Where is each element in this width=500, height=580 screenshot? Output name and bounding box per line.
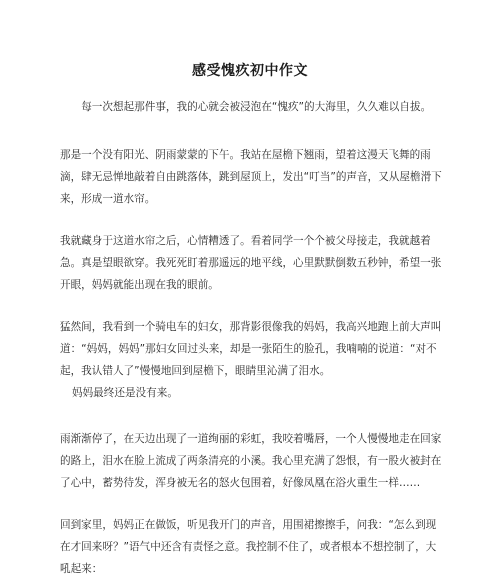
paragraph-7: 回到家里，妈妈正在做饭，听见我开门的声音，用围裙擦擦手，问我：“怎么到现在才回来呀？”语气中还含有责怪之意。我控制不住了，或者根本不想控制了，大吼起来： — [60, 519, 437, 575]
paragraph-3: 我就藏身于这道水帘之后，心情糟透了。看着同学一个个被父母接走，我就越着急。真是望眼欲穿。我死死盯着那遥远的地平线，心里默默倒数五秒钟，希望一张开眼，妈妈就能出现在我的眼前。 — [60, 235, 442, 291]
paragraph-2: 那是一个没有阳光、阴雨蒙蒙的下午。我站在屋檐下翘雨，望着这漫天飞舞的雨滴，肆无忌惮地敲着自由跳落体，跳到屋顶上，发出“叮当”的声音，又从屋檐滑下来，形成一道水帘。 — [60, 149, 442, 205]
paragraph-6: 雨渐渐停了，在天边出现了一道绚丽的彩虹，我咬着嘴唇，一个人慢慢地走在回家的路上，泪水在脸上流成了两条清亮的小溪。我心里充满了怨恨，有一股火被封在了心中，蓄势待发，浑身被无名的怒火包围着，好像凤凰在浴火重生一样…… — [60, 433, 442, 489]
article-title: 感受愧疚初中作文 — [192, 63, 308, 79]
paragraph-5: 妈妈最终还是没有来。 — [72, 387, 178, 399]
paragraph-4: 猛然间，我看到一个骑电车的妇女，那背影很像我的妈妈，我高兴地跑上前大声叫道：“妈妈，妈妈”那妇女回过头来，却是一张陌生的脸孔，我喃喃的说道：“对不起，我认错人了”慢慢地回到屋檐下，眼睛里沁满了泪水。 — [60, 321, 442, 377]
paragraph-1: 每一次想起那件事，我的心就会被浸泡在“愧疚”的大海里，久久难以自拔。 — [81, 101, 432, 113]
